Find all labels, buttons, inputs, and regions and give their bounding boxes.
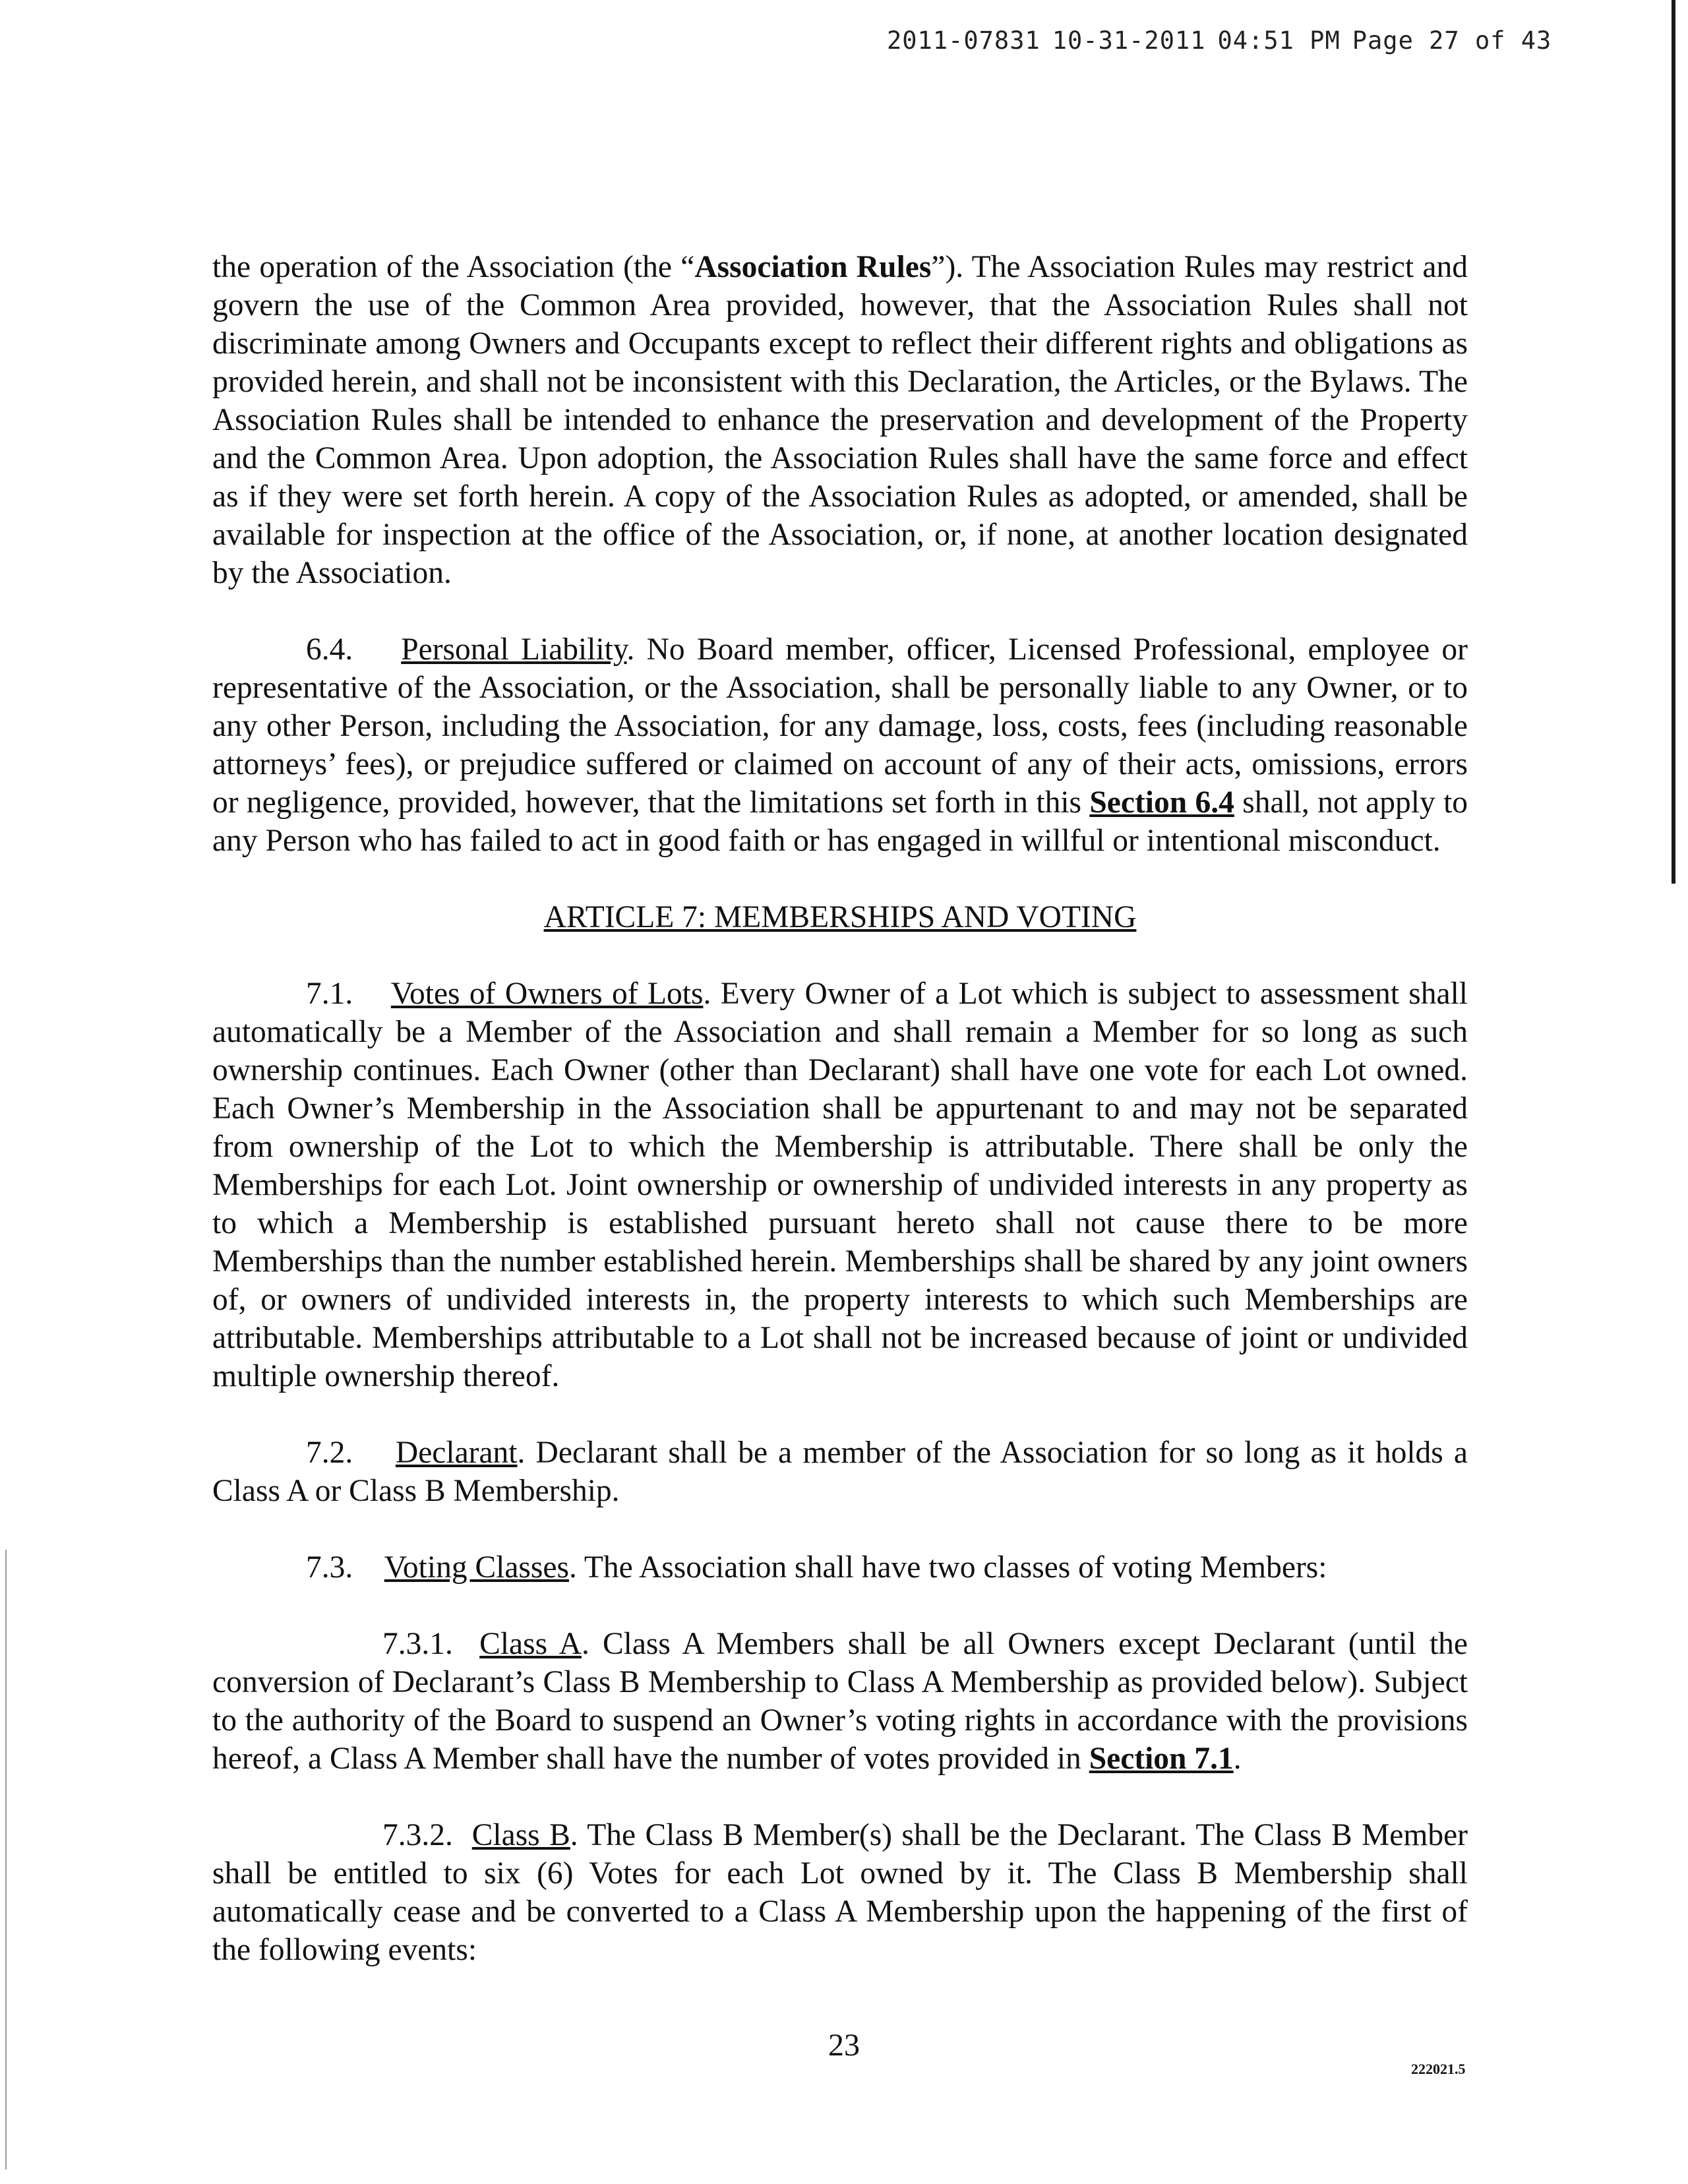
section-title: Declarant [395, 1436, 518, 1470]
fax-doc-number: 2011-07831 [887, 26, 1040, 55]
section-reference: Section 7.1 [1089, 1742, 1234, 1776]
section-7-3-1: 7.3.1. Class A. Class A Members shall be all Owners except Declarant (until the conversion of Declarant’s Class B Membership to Class A Membership as provided below). Subject to the authority of the Board to suspend an Owner’s voting rights in accordance with the provisions hereof, a Class A Member shall have the number of votes provided in Section 7.1. [212, 1627, 1468, 1776]
document-code: 222021.5 [1411, 2061, 1466, 2077]
section-7-3-2: 7.3.2. Class B. The Class B Member(s) shall be the Declarant. The Class B Member shall be entitled to six (6) Votes for each Lot owned by it. The Class B Membership shall automatically cease and be converted to a Class A Membership upon the happening of the first of the following events: [212, 1818, 1468, 1967]
scan-edge-right [1672, 0, 1675, 884]
association-rules-paragraph: the operation of the Association (the “Association Rules”). The Association Rules may restrict and govern the use of the Common Area provided, however, that the Association Rules shall not discriminate among Owners and Occupants except to reflect their different rights and obligations as provided herein, and shall not be inconsistent with this Declaration, the Articles, or the Bylaws. The Association Rules shall be intended to enhance the preservation and development of the Property and the Common Area. Upon adoption, the Association Rules shall have the same force and effect as if they were set forth herein. A copy of the Association Rules as adopted, or amended, shall be available for inspection at the office of the Association, or, if none, at another location designated by the Association. [212, 250, 1468, 590]
fax-time: 04:51 PM [1217, 26, 1341, 55]
association-rules-term: Association Rules [694, 250, 932, 284]
section-7-3: 7.3. Voting Classes. The Association shall have two classes of voting Members: [306, 1550, 1327, 1585]
section-reference: Section 6.4 [1089, 785, 1234, 820]
section-7-1: 7.1. Votes of Owners of Lots. Every Owner of a Lot which is subject to assessment shall automatically be a Member of the Association and shall remain a Member for so long as such ownership continues. Each Owner (other than Declarant) shall have one vote for each Lot owned. Each Owner’s Membership in the Association shall be appurtenant to and may not be separated from ownership of the Lot to which the Membership is attributable. There shall be only the Memberships for each Lot. Joint ownership or ownership of undivided interests in any property as to which a Membership is established pursuant hereto shall not cause there to be more Memberships than the number established herein. Memberships shall be shared by any joint owners of, or owners of undivided interests in, the property interests to which such Memberships are attributable. Memberships attributable to a Lot shall not be increased because of joint or undivided multiple ownership thereof. [212, 977, 1468, 1393]
section-title: Votes of Owners of Lots [390, 977, 704, 1011]
fax-date: 10-31-2011 [1052, 26, 1206, 55]
section-number: 7.3.1. [382, 1627, 453, 1661]
scan-edge-left [5, 1550, 7, 2169]
article-heading: ARTICLE 7: MEMBERSHIPS AND VOTING [543, 900, 1137, 934]
fax-header [887, 26, 1563, 55]
section-6-4: 6.4. Personal Liability. No Board member, officer, Licensed Professional, employee or representative of the Association, or the Association, shall be personally liable to any Owner, or to any other Person, including the Association, for any damage, loss, costs, fees (including reasonable attorneys’ fees), or prejudice suffered or claimed on account of any of their acts, omissions, errors or negligence, provided, however, that the limitations set forth in this Section 6.4 shall, not apply to any Person who has failed to act in good faith or has engaged in willful or intentional misconduct. [212, 632, 1468, 858]
section-number: 7.1. [306, 977, 353, 1011]
section-7-2: 7.2. Declarant. Declarant shall be a member of the Association for so long as it holds a Class A or Class B Membership. [212, 1436, 1468, 1508]
section-number: 6.4. [306, 632, 353, 667]
section-number: 7.3. [306, 1550, 353, 1585]
section-number: 7.3.2. [382, 1818, 453, 1852]
fax-page-label: Page 27 of 43 [1352, 26, 1552, 55]
section-title: Voting Classes [384, 1550, 569, 1585]
section-number: 7.2. [306, 1436, 353, 1470]
section-title: Class B [471, 1818, 570, 1852]
section-title: Class A [479, 1627, 582, 1661]
section-title: Personal Liability [401, 632, 627, 667]
document-body [212, 248, 1468, 1969]
page-number: 23 [828, 2028, 860, 2063]
